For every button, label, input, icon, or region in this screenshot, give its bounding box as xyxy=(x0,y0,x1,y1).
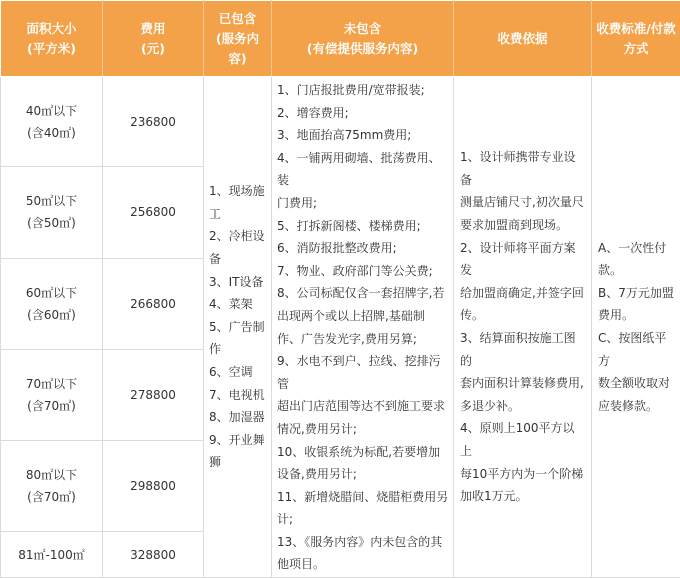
payment-list: A、一次性付 款。 B、7万元加盟 费用。 C、按图纸平方 数全额收取对 应装修款。 xyxy=(593,237,679,418)
header-basis: 收费依据 xyxy=(454,1,592,77)
basis-cell xyxy=(454,77,592,578)
excluded-cell xyxy=(272,77,454,578)
included-list: 1、现场施 工 2、冷柜设 备 3、IT设备 4、菜架 5、广告制 作 6、空调 7、电视机 8、加湿器 9、开业舞 狮 xyxy=(205,180,270,474)
table-row xyxy=(1,77,680,167)
area-cell: 81㎡-100㎡ xyxy=(1,532,103,578)
fee-cell: 278800 xyxy=(103,349,204,440)
header-area: 面积大小 (平方米) xyxy=(1,1,103,77)
basis-list: 1、设计师携带专业设备 测量店铺尺寸,初次量尺 要求加盟商到现场。 2、设计师将平面方案发 给加盟商确定,并签字回 传。 3、结算面积按施工图的 套内面积计算装修费用, 多退少补。 4、原则上100平方以上 每10平方内为一个阶梯 加收1万元。 xyxy=(455,146,590,508)
area-cell: 40㎡以下 (含40㎡) xyxy=(1,77,103,167)
included-cell xyxy=(204,77,272,578)
area-cell: 70㎡以下 (含70㎡) xyxy=(1,349,103,440)
fee-cell: 266800 xyxy=(103,258,204,349)
fee-cell: 298800 xyxy=(103,441,204,532)
area-cell: 60㎡以下 (含60㎡) xyxy=(1,258,103,349)
header-excluded: 未包含 (有偿提供服务内容) xyxy=(272,1,454,77)
excluded-list: 1、门店报批费用/宽带报装; 2、增容费用; 3、地面抬高75mm费用; 4、一铺两用砌墙、批荡费用、装 门费用; 5、打拆新阁楼、楼梯费用; 6、消防报批整改费用; 7、物业、政府部门等公关费; 8、公司标配仅含一套招牌字,若 出现两个或以上招牌,基础制 作、广告发光字,费用另算; 9、水电不到户、拉线、挖排污管 超出门店范围等达不到施工要求 情况,费用另计; 10、收银系统为标配,若要增加 设备,费用另计; 11、新增烧腊间、烧腊柜费用另 计; 13、《服务内容》内未包含的其 他项目。 xyxy=(273,79,452,576)
fee-cell: 328800 xyxy=(103,532,204,578)
header-row xyxy=(1,1,680,77)
fee-cell: 236800 xyxy=(103,77,204,167)
fee-cell: 256800 xyxy=(103,167,204,258)
area-cell: 80㎡以下 (含70㎡) xyxy=(1,441,103,532)
header-fee: 费用 (元) xyxy=(103,1,204,77)
header-payment: 收费标准/付款 方式 xyxy=(592,1,680,77)
area-cell: 50㎡以下 (含50㎡) xyxy=(1,167,103,258)
payment-cell xyxy=(592,77,680,578)
header-included: 已包含 (服务内 容) xyxy=(204,1,272,77)
